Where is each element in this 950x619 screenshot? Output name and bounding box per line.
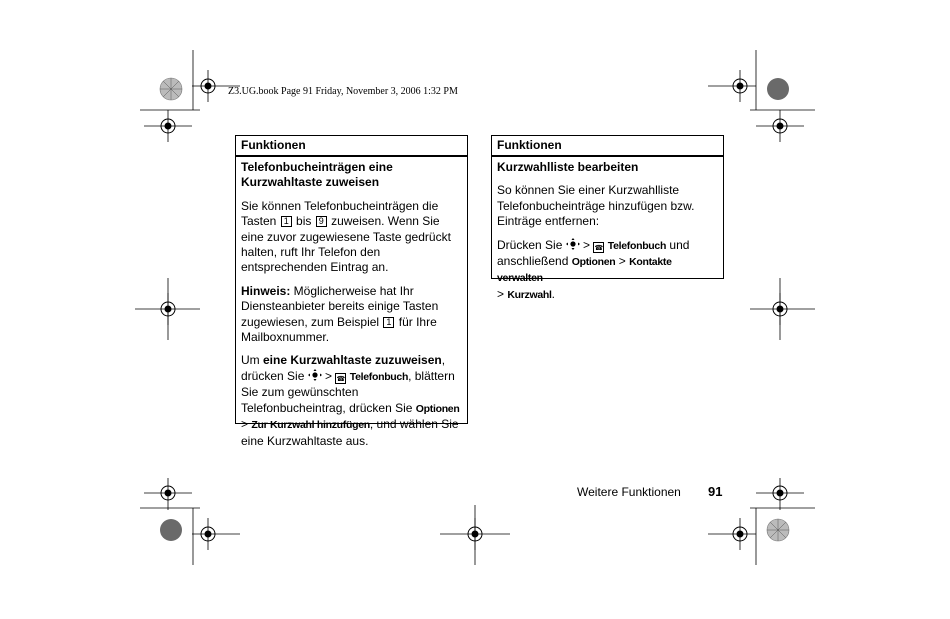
print-header: Z3.UG.book Page 91 Friday, November 3, 2006 1:32 PM <box>228 86 458 97</box>
paragraph-hint: Hinweis: Möglicherweise hat Ihr Diensteanbieter bereits einige Tasten zugewiesen, zum Beispiel 1 für Ihre Mailboxnummer. <box>241 283 439 345</box>
paragraph-intro: So können Sie einer Kurzwahlliste Telefonbucheinträge hinzufügen bzw. Einträge entfernen: <box>497 183 695 229</box>
box-body <box>492 157 723 306</box>
nav-key-icon <box>566 238 580 250</box>
phonebook-icon: ☎ <box>593 242 604 253</box>
menu-item-telefonbuch: Telefonbuch <box>349 370 409 383</box>
menu-item-manage-contacts: Kontakte verwalten <box>497 256 672 285</box>
key-1-icon: 1 <box>383 317 394 328</box>
page-number: 91 <box>708 484 723 499</box>
phonebook-icon: ☎ <box>335 373 346 384</box>
menu-item-optionen: Optionen <box>571 256 616 269</box>
box-heading: Funktionen <box>236 136 467 157</box>
menu-item-telefonbuch: Telefonbuch <box>607 239 667 252</box>
box-body <box>236 157 467 452</box>
hint-label: Hinweis: <box>241 283 291 298</box>
nav-key-icon <box>308 369 322 381</box>
paragraph-instructions: Drücken Sie > ☎ Telefonbuch und anschließend Optionen > Kontakte verwalten > Kurzwahl. <box>497 237 690 301</box>
paragraph-intro: Sie können Telefonbucheinträgen die Tasten 1 bis 9 zuweisen. Wenn Sie eine zuvor zugewiesene Taste gedrückt halten, ruft Ihr Telefon den entsprechenden Eintrag an. <box>241 198 451 275</box>
feature-box-speed-dial-edit <box>491 135 724 301</box>
menu-item-speed-dial: Kurzwahl <box>507 288 552 301</box>
paragraph-instructions: Um eine Kurzwahltaste zuzuweisen, drücken Sie > ☎ Telefonbuch, blättern Sie zum gewünschten Telefonbucheintrag, drücken Sie Optionen > Zur Kurzwahl hinzufügen, und wählen Sie eine Kurzwahltaste aus. <box>241 353 460 448</box>
key-9-icon: 9 <box>316 216 327 227</box>
key-1-icon: 1 <box>281 216 292 227</box>
footer-section-title: Weitere Funktionen <box>577 485 681 499</box>
box-heading: Funktionen <box>492 136 723 157</box>
feature-box-speed-dial-assign <box>235 135 468 448</box>
box-subheading: Telefonbucheinträgen eine Kurzwahltaste zuweisen <box>241 160 393 190</box>
menu-item-add-speed-dial: Zur Kurzwahl hinzufügen <box>251 419 370 432</box>
menu-item-optionen: Optionen <box>415 402 460 415</box>
box-subheading: Kurzwahlliste bearbeiten <box>497 160 639 174</box>
